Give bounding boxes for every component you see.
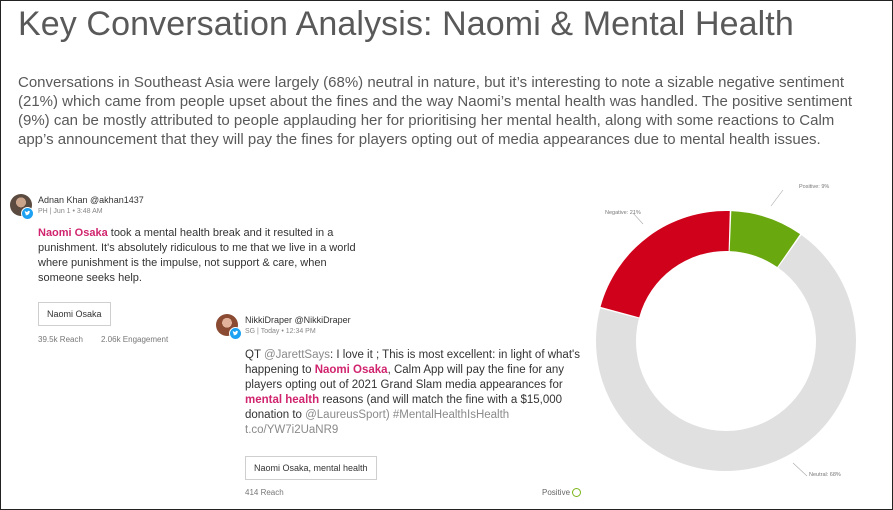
text-segment: , Calm App will pay the fine for any: [387, 364, 564, 376]
twitter-icon: [229, 327, 242, 340]
post-meta: SG | Today • 12:34 PM: [245, 328, 316, 335]
post-text: [38, 226, 368, 286]
sentiment-donut-chart: [571, 176, 893, 510]
post-author[interactable]: Adnan Khan @akhan1437: [38, 195, 144, 205]
text-segment: : I love it ; This is most excellent: in light of what's: [329, 349, 580, 361]
text-segment: players opting out of 2021 Grand Slam media appearances for: [245, 379, 563, 391]
text-segment: donation to: [245, 409, 306, 421]
label-negative: Negative: 21%: [605, 210, 641, 216]
reach-stat: 414 Reach: [245, 488, 284, 497]
sentiment-text: Positive: [542, 488, 571, 497]
page-title: Key Conversation Analysis: Naomi & Mental Health: [18, 5, 794, 43]
post-meta: PH | Jun 1 • 3:48 AM: [38, 208, 103, 215]
post-author[interactable]: NikkiDraper @NikkiDraper: [245, 315, 351, 325]
label-leader-line: [771, 190, 783, 206]
summary-text: Conversations in Southeast Asia were largely (68%) neutral in nature, but it’s interesting to note a sizable negative sentiment (21%) which came from people upset about the fines and the way Naomi’s mental health was handled. The positive sentiment (9%) can be mostly attributed to people applauding her for prioritising her mental health, along with some reactions to Calm app’s announcement that they will pay the fines for players opting out of media appearances due to mental health issues.: [18, 74, 853, 148]
summary-paragraph: [18, 73, 868, 149]
keyword-highlight: Naomi Osaka: [38, 227, 108, 239]
mention-link[interactable]: @JarettSays: [263, 349, 330, 361]
text-segment: happening to: [245, 364, 315, 376]
text-segment: reasons (and will match the fine with a $15,000: [319, 394, 563, 406]
short-link[interactable]: t.co/YW7i2UaNR9: [245, 424, 339, 436]
keyword-highlight: mental health: [245, 394, 320, 406]
label-neutral: Neutral: 68%: [809, 472, 841, 478]
text-segment: took a mental health break and it resulted in a: [107, 227, 334, 239]
post-text: [245, 348, 605, 438]
text-segment: someone seeks help.: [38, 272, 142, 284]
twitter-icon: [21, 207, 34, 220]
label-positive: Positive: 9%: [799, 184, 830, 190]
text-segment: punishment. It's absolutely ridiculous to me that we live in a world: [38, 242, 356, 254]
slice-negative: [601, 211, 730, 317]
donut-svg: [571, 176, 893, 510]
text-segment: where punishment is the impulse, not support & care, when: [38, 257, 327, 269]
text-segment: QT: [245, 349, 264, 361]
label-leader-line: [793, 463, 807, 476]
topic-tag[interactable]: Naomi Osaka, mental health: [245, 456, 377, 480]
keyword-highlight: Naomi Osaka: [314, 364, 388, 376]
reach-stat: 39.5k Reach: [38, 335, 83, 344]
mention-link[interactable]: @LaureusSport) #MentalHealthIsHealth: [305, 409, 510, 421]
topic-tag[interactable]: Naomi Osaka: [38, 302, 111, 326]
engagement-stat: 2.06k Engagement: [101, 335, 169, 344]
